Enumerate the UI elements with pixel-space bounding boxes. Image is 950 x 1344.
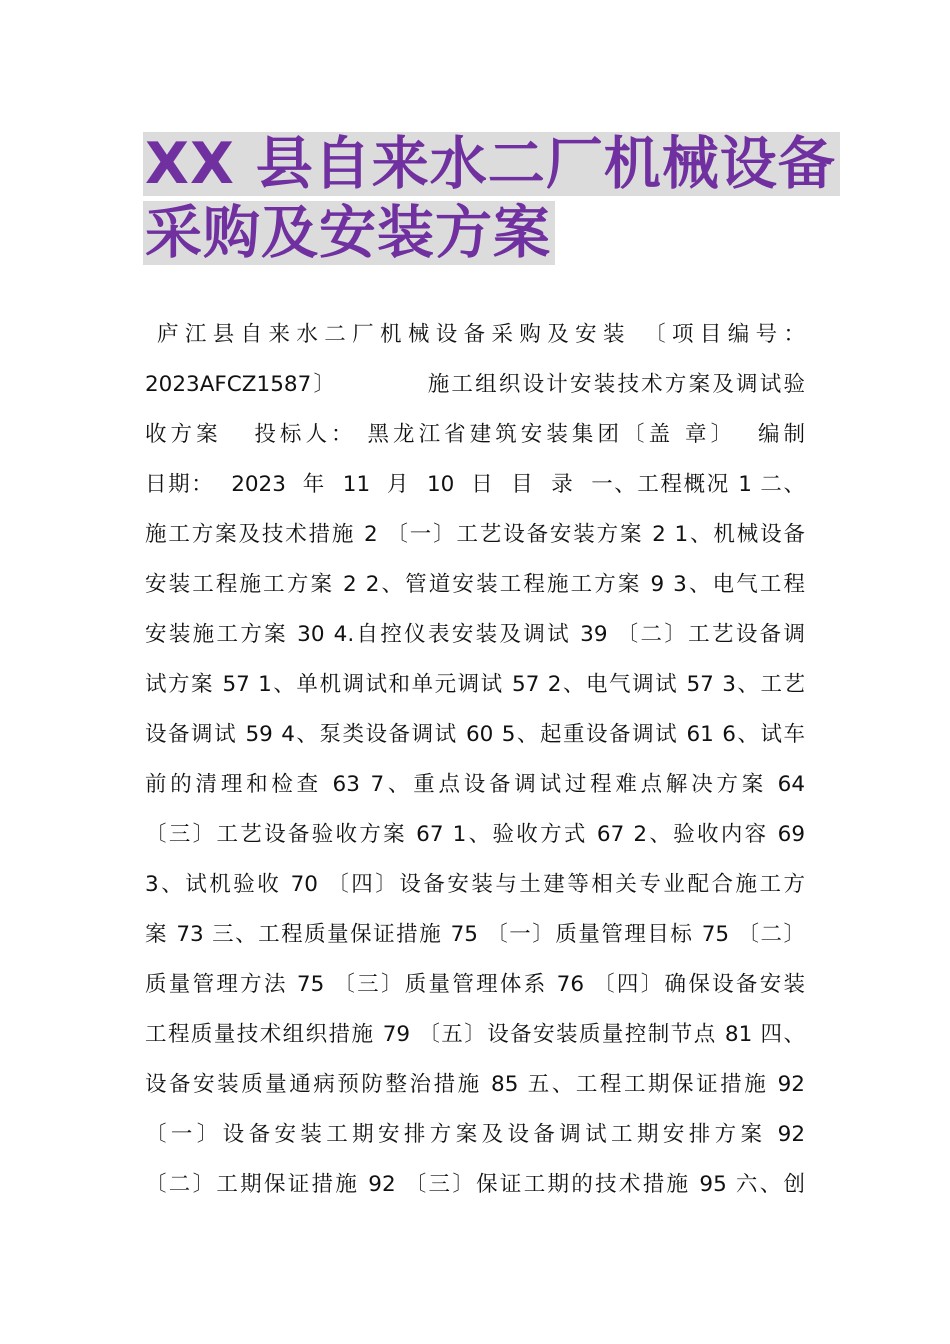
body-line-13: 案 73 三、工程质量保证措施 75 〔一〕质量管理目标 75 〔二〕 — [145, 922, 805, 947]
body-line-3: 收方案 投标人： 黑龙江省建筑安装集团〔盖 章〕 编制 — [145, 422, 805, 447]
body-line-7: 安装施工方案 30 4.自控仪表安装及调试 39 〔二〕工艺设备调 — [145, 622, 805, 647]
body-line-10: 前的清理和检查 63 7、重点设备调试过程难点解决方案 64 — [145, 772, 805, 797]
body-line-4: 日期： 2023 年 11 月 10 日 目 录 一、工程概况 1 二、 — [145, 472, 805, 497]
title-line-1: XX 县自来水二厂机械设备 — [143, 132, 840, 196]
body-line-18: 〔二〕工期保证措施 92 〔三〕保证工期的技术措施 95 六、创 — [145, 1172, 805, 1197]
body-line-16: 设备安装质量通病预防整治措施 85 五、工程工期保证措施 92 — [145, 1072, 805, 1097]
body-line-17: 〔一〕设备安装工期安排方案及设备调试工期安排方案 92 — [145, 1122, 805, 1147]
title-line-2: 采购及安装方案 — [143, 201, 555, 265]
document-body — [145, 310, 805, 1210]
body-line-2: 2023AFCZ1587〕 施工组织设计安装技术方案及调试验 — [145, 372, 805, 397]
body-line-11: 〔三〕工艺设备验收方案 67 1、验收方式 67 2、验收内容 69 — [145, 822, 805, 847]
body-line-15: 工程质量技术组织措施 79 〔五〕设备安装质量控制节点 81 四、 — [145, 1022, 805, 1047]
body-line-5: 施工方案及技术措施 2 〔一〕工艺设备安装方案 2 1、机械设备 — [145, 522, 805, 547]
body-line-6: 安装工程施工方案 2 2、管道安装工程施工方案 9 3、电气工程 — [145, 572, 805, 597]
body-line-9: 设备调试 59 4、泵类设备调试 60 5、起重设备调试 61 6、试车 — [145, 722, 805, 747]
body-line-14: 质量管理方法 75 〔三〕质量管理体系 76 〔四〕确保设备安装 — [145, 972, 805, 997]
body-line-8: 试方案 57 1、单机调试和单元调试 57 2、电气调试 57 3、工艺 — [145, 672, 805, 697]
body-line-1: 庐江县自来水二厂机械设备采购及安装 〔项目编号： — [157, 322, 805, 347]
body-line-12: 3、试机验收 70 〔四〕设备安装与土建等相关专业配合施工方 — [145, 872, 805, 897]
document-title — [143, 131, 836, 266]
